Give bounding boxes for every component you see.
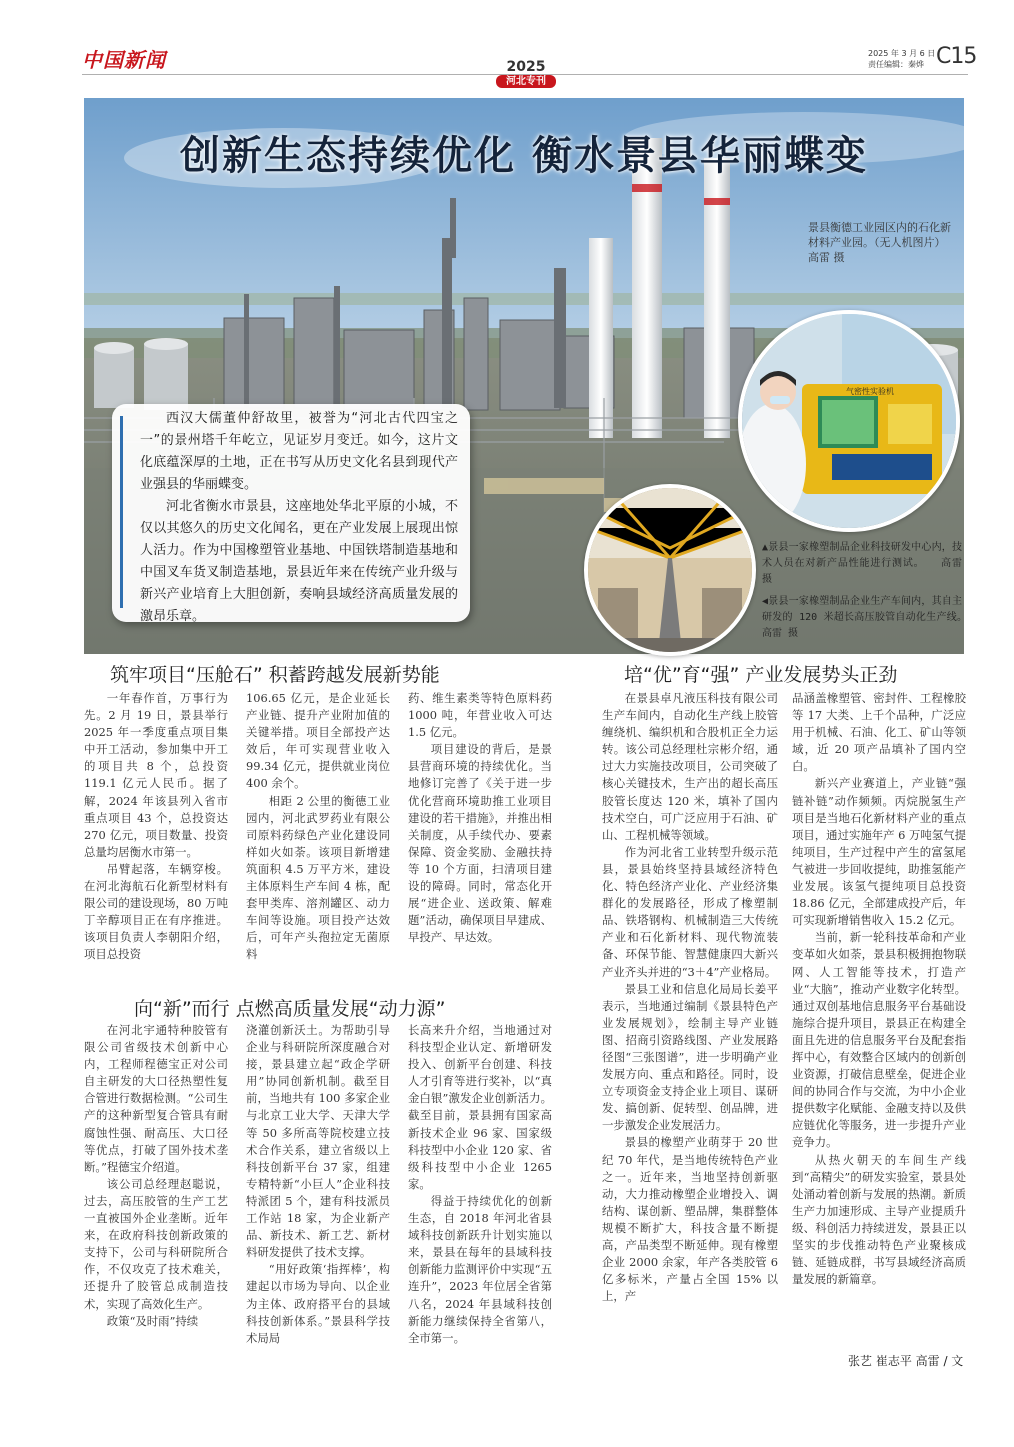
lab-illustration [742, 314, 956, 528]
intro-accent-bar [120, 416, 123, 608]
article-paragraph: 一年春作首，万事行为先。2 月 19 日，景县举行 2025 年一季度重点项目集中开工活动，参加集中开工的项目共 8 个，总投资 119.1 亿元人民币。据了解，2024 年该县列入省市重点项目 43 个，总投资达 270 亿元，项目数量、投资总量均居衡水市第一。 [84, 691, 228, 859]
article-paragraph: 政策“及时雨”持续 [106, 1313, 199, 1328]
workshop-photo [584, 484, 756, 656]
article-paragraph: “用好政策‘指挥棒’，构建起以市场为导向、以企业为主体、政府搭平台的县域科技创新体系。”景县科学技术局局 [246, 1262, 390, 1345]
issue-date: 2025 年 3 月 6 日 [868, 49, 936, 58]
intro-paragraph: 河北省衡水市景县，这座地处华北平原的小城，不仅以其悠久的历史文化闻名，更在产业发展上展现出惊人活力。作为中国橡塑管业基地、中国铁塔制造基地和中国叉车货叉制造基地，景县近年来在传统产业升级与新兴产业培育上大胆创新，奏响县域经济高质量发展的激昂乐章。 [140, 499, 458, 624]
lab-caption-text: ▲景县一家橡塑制品企业科技研发中心内，技术人员在对新产品性能进行测试。 高雷 摄 [762, 542, 962, 585]
lab-photo-caption [762, 540, 972, 642]
workshop-illustration [588, 488, 752, 652]
article-paragraph: 长高来升介绍，当地通过对科技型企业认定、新增研发投入、创新平台创建、科技人才引育等进行奖补，以“真金白银”激发企业创新活力。截至目前，景县拥有国家高新技术企业 96 家、国家级科技型中小企业 120 家、省级科技型中小企业 1265 家。 [408, 1023, 552, 1191]
workshop-caption-text: ◀景县一家橡塑制品企业生产车间内，其自主研发的 120 米超长高压胶管自动化生产线。 高雷 摄 [762, 596, 972, 639]
edition-badge [496, 60, 556, 88]
date-block [868, 48, 935, 70]
article-paragraph: 得益于持续优化的创新生态，自 2018 年河北省县域科技创新跃升计划实施以来，景县在每年的县域科技创新能力监测评价中实现“五连升”，2023 年位居全省第八名，2024 年县域科技创新能力继续保持全省第八，全市第一。 [408, 1193, 552, 1345]
article-column [84, 690, 228, 964]
article-paragraph: 项目建设的背后，是景县营商环境的持续优化。当地修订完善了《关于进一步优化营商环境助推工业项目建设的若干措施》，并推出相关制度，从手续代办、要素保障、资金奖励、金融扶持等 10 个方面，扫清项目建设的障碍。同时，常态化开展“进企业、送政策、解难题”活动，确保项目早建成、早投产、早达效。 [408, 742, 552, 945]
article-column [246, 690, 390, 964]
article-paragraph: 相距 2 公里的衡德工业园内，河北武罗药业有限公司原料药绿色产业化建设同样如火如荼。该项目新增建筑面积 4.5 万平方米，建设主体原料生产车间 4 栋，配套甲类库、溶剂罐区、动力车间等设施。项目投产达效后，可年产头孢拉定无菌原料 [246, 793, 390, 962]
lab-photo [738, 310, 960, 532]
article-column [408, 690, 552, 946]
article-paragraph: 品涵盖橡塑管、密封件、工程橡胶等 17 大类、上千个品种，广泛应用于机械、石油、化工、矿山等领域，近 20 项产品填补了国内空白。 [792, 691, 966, 774]
article-paragraph: 景县工业和信息化局局长姜平表示，当地通过编制《景县特色产业发展规划》，绘制主导产业链图、招商引资路线图、产业发展路径图“三张图谱”，进一步明确产业发展方向、重点和路径。同时，设立专项资金支持企业上项目、谋研发、搞创新、促转型、创品牌，进一步激发企业发展活力。 [602, 981, 778, 1133]
intro-paragraph: 西汉大儒董仲舒故里，被誉为“河北古代四宝之一”的景州塔千年屹立，见证岁月变迁。如今，这片文化底蕴深厚的土地，正在书写从历史文化名县到现代产业强县的华丽蝶变。 [140, 411, 458, 492]
edition-year: 2025 [506, 59, 546, 75]
edition-tag: 河北专刊 [496, 75, 556, 88]
aerial-photo-caption: 景县衡德工业园区内的石化新材料产业园。（无人机图片） 高雷 摄 [808, 221, 973, 264]
article-column [602, 690, 778, 1305]
article-paragraph: 106.65 亿元，是企业延长产业链、提升产业附加值的关键举措。项目全部投产达效后，年可实现营业收入 99.34 亿元，提供就业岗位 400 余个。 [246, 691, 390, 791]
section-title-projects: 筑牢项目“压舱石” 积蓄跨越发展新势能 [110, 664, 440, 686]
machine-label: 气密性实验机 [846, 387, 894, 396]
article-column [84, 1022, 228, 1330]
article-paragraph: 浇灌创新沃土。为帮助引导企业与科研院所深度融合对接，景县建立起“政企学研用”协同创新机制。截至目前，当地共有 100 多家企业与北京工业大学、天津大学等 50 多所高等院校建立技术合作关系，建立省级以上科技创新平台 37 家，组建专精特新“小巨人”企业科技特派团 5 个，建有科技派员工作站 18 家，为企业新产品、新技术、新工艺、新材料研发提供了技术支撑。 [246, 1023, 390, 1260]
article-paragraph: 当前，新一轮科技革命和产业变革如火如荼，景县积极拥抱物联网、人工智能等技术，打造产业“大脑”，推动产业数字化转型。通过双创基地信息服务平台基础设施综合提升项目，景县正在构建全面且先进的信息服务平台及配套指挥中心，有效整合区域内的创新创业资源，打破信息壁垒，促进企业间的协同合作与交流，为中小企业提供数字化赋能、金融支持以及供应链优化等服务，进一步提升产业竞争力。 [792, 930, 966, 1150]
section-title-innovation: 向“新”而行 点燃高质量发展“动力源” [134, 998, 446, 1020]
article-paragraph: 该公司总经理赵聪说，过去，高压胶管的生产工艺一直被国外企业垄断。近年来，在政府科技创新政策的支持下，公司与科研院所合作，不仅攻克了技术难关，还提升了胶管总成制造技术，实现了高效化生产。 [84, 1176, 228, 1311]
article-paragraph: 在景县卓凡液压科技有限公司生产车间内，自动化生产线上胶管缠绕机、编织机和合股机正全力运转。该公司总经理杜宗彬介绍，通过大力实施技改项目，公司突破了核心关键技术，生产出的超长高压胶管长度达 120 米，填补了国内技术空白，可广泛应用于石油、矿山、工程机械等领域。 [602, 691, 778, 842]
article-paragraph: 吊臂起落，车辆穿梭。在河北海航石化新型材料有限公司的建设现场，80 万吨丁辛醇项目正在有序推进。该项目负责人李朝阳介绍，项目总投资 [84, 861, 228, 962]
page-number: C15 [936, 44, 977, 69]
article-paragraph: 新兴产业赛道上，产业链“强链补链”动作频频。丙烷脱氢生产项目是当地石化新材料产业的重点项目，通过实施年产 6 万吨氢气提纯项目，生产过程中产生的富氢尾气被进一步回收提纯，助推氢能产业发展。该氢气提纯项目总投资 18.86 亿元，全部建成投产后，年可实现新增销售收入 15.2 亿元。 [792, 776, 966, 928]
author-byline: 张艺 崔志平 高雷 / 文 [848, 1354, 964, 1368]
article-paragraph: 从热火朝天的车间生产线到“高精尖”的研发实验室，景县处处涌动着创新与发展的热潮。新质生产力加速形成、主导产业提质升级、科创活力持续迸发，景县正以坚实的步伐推动特色产业聚核成链、延链成群，书写县域经济高质量发展的新篇章。 [792, 1152, 966, 1287]
article-paragraph: 作为河北省工业转型升级示范县，景县始终坚持县域经济特色化、特色经济产业化、产业经济集群化的发展路径，形成了橡塑制品、铁塔钢构、机械制造三大传统产业和石化新材料、现代物流装备、环保节能、智慧健康四大新兴产业齐头并进的“3＋4”产业格局。 [602, 844, 778, 979]
article-paragraph: 药、维生素类等特色原料药 1000 吨，年营业收入可达 1.5 亿元。 [408, 691, 552, 740]
article-paragraph: 在河北宇通特种胶管有限公司省级技术创新中心内，工程师程德宝正对公司自主研发的大口径热塑性复合管进行数据检测。“公司生产的这种新型复合管具有耐腐蚀性强、耐高压、大口径等优点，打破了国外技术垄断。”程德宝介绍道。 [84, 1023, 228, 1174]
intro-box [112, 404, 470, 622]
article-column [246, 1022, 390, 1347]
section-title-industry: 培“优”育“强” 产业发展势头正劲 [624, 664, 898, 686]
editor-credit: 责任编辑：秦烨 [868, 60, 924, 69]
page-headline: 创新生态持续优化 衡水景县华丽蝶变 [180, 132, 868, 179]
article-paragraph: 景县的橡塑产业萌芽于 20 世纪 70 年代，是当地传统特色产业之一。近年来，当地坚持创新驱动，大力推动橡塑企业增投入、调结构、谋创新、塑品牌，集群整体规模不断扩大，科技含量不断提高，产品类型不断延伸。现有橡塑企业 2000 余家，年产各类胶管 6 亿多标米，产量占全国 15% 以上，产 [602, 1135, 778, 1304]
newspaper-logo: 中国新闻 [82, 48, 166, 72]
article-column [792, 690, 966, 1288]
article-column [408, 1022, 552, 1347]
